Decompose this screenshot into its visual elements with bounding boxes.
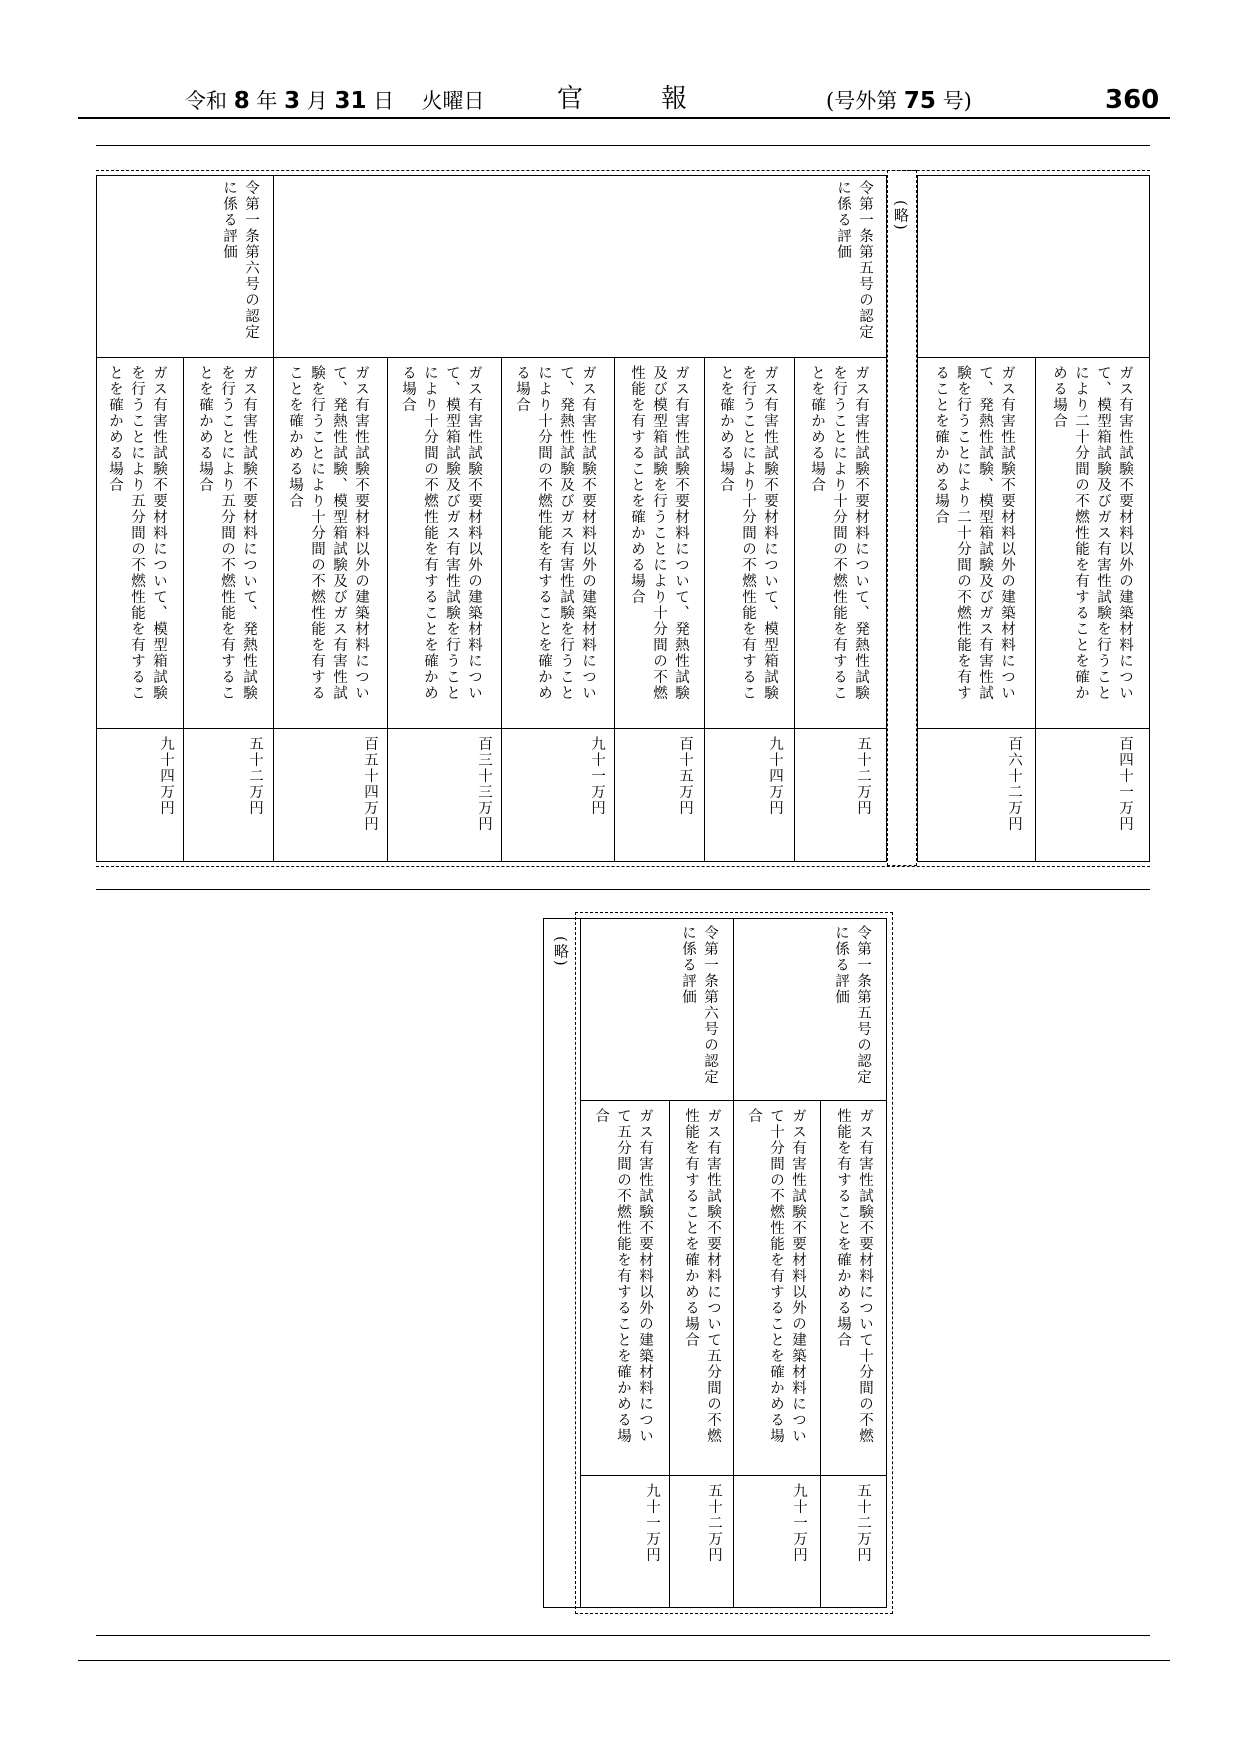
upper-col-line <box>704 357 705 862</box>
lower-g5-price-1: 五十二万円 <box>855 1483 871 1563</box>
divider-bottom <box>96 1635 1150 1636</box>
upper-g5-price-6: 百五十四万円 <box>362 736 378 832</box>
lower-g6-price-2: 九十一万円 <box>644 1483 660 1563</box>
header-day-unit: 日 <box>373 89 395 113</box>
lower-group5-label: 令第一条第五号の認定 に係る評価 <box>833 925 871 1085</box>
upper-g5-price-4: 九十一万円 <box>589 736 605 816</box>
header-month-unit: 月 <box>306 89 328 113</box>
upper-price-line <box>96 728 887 729</box>
header-month: 3 <box>284 88 301 114</box>
upper-right-cond-2: ガス有害性試験不要材料以外の建築材料につい て、発熱性試験、模型箱試験及びガス有害性試 験を行うことにより二十分間の不燃性能を有す ることを確かめる場合 <box>933 365 1015 701</box>
header-date <box>185 90 485 113</box>
upper-row-line <box>96 357 887 358</box>
header-rule <box>78 117 1170 119</box>
header-weekday: 火曜日 <box>421 89 485 113</box>
upper-dashed-bottom <box>96 866 1150 867</box>
lower-col-line <box>733 918 734 1608</box>
upper-g5-price-1: 五十二万円 <box>855 736 871 816</box>
lower-omitted-mark: (略) <box>552 936 570 968</box>
upper-g5-cond-4: ガス有害性試験不要材料以外の建築材料につい て、発熱性試験及びガス有害性試験を行うこと により十分間の不燃性能を有することを確かめ る場合 <box>514 365 596 701</box>
lower-col-line <box>820 1100 821 1608</box>
lower-g5-price-2: 九十一万円 <box>791 1483 807 1563</box>
upper-col-line <box>501 357 502 862</box>
upper-g5-price-5: 百三十三万円 <box>476 736 492 832</box>
header-title-b: 報 <box>661 84 688 114</box>
upper-col-line <box>273 175 274 862</box>
upper-group5-label: 令第一条第五号の認定 に係る評価 <box>835 180 873 340</box>
upper-g5-price-2: 九十四万円 <box>767 736 783 816</box>
upper-col-line <box>387 357 388 862</box>
upper-omitted-frame <box>887 170 917 866</box>
divider-middle <box>96 889 1150 890</box>
header-issue-suffix: 号) <box>942 89 972 113</box>
upper-right-cond-1: ガス有害性試験不要材料以外の建築材料につい て、模型箱試験及びガス有害性試験を行うこと により二十分間の不燃性能を有することを確か める場合 <box>1051 365 1133 701</box>
upper-omitted-mark: (略) <box>892 200 910 232</box>
upper-right-price-1: 百四十一万円 <box>1117 736 1133 832</box>
header-year-unit: 年 <box>256 89 278 113</box>
header-issue-prefix: (号外第 <box>826 89 898 113</box>
lower-price-line <box>580 1475 887 1476</box>
header-era: 令和 <box>185 89 227 113</box>
upper-g6-price-2: 九十四万円 <box>158 736 174 816</box>
lower-g6-cond-1: ガス有害性試験不要材料について五分間の不燃 性能を有することを確かめる場合 <box>683 1108 721 1444</box>
upper-g5-cond-5: ガス有害性試験不要材料以外の建築材料につい て、模型箱試験及びガス有害性試験を行うこと により十分間の不燃性能を有することを確かめ る場合 <box>400 365 482 701</box>
upper-g5-price-3: 百十五万円 <box>677 736 693 816</box>
upper-row-line <box>917 357 1150 358</box>
header-issue <box>826 90 972 113</box>
upper-g6-cond-2: ガス有害性試験不要材料について、模型箱試験 を行うことにより五分間の不燃性能を有するこ とを確かめる場合 <box>107 365 167 701</box>
lower-g5-cond-2: ガス有害性試験不要材料以外の建築材料につい て十分間の不燃性能を有することを確かめる場 合 <box>746 1108 806 1444</box>
upper-g5-cond-3: ガス有害性試験不要材料について、発熱性試験 及び模型箱試験を行うことにより十分間の不燃 性能を有することを確かめる場合 <box>629 365 689 701</box>
upper-right-price-2: 百六十二万円 <box>1006 736 1022 832</box>
upper-col-line <box>794 357 795 862</box>
upper-price-line <box>917 728 1150 729</box>
header-issue-number: 75 <box>903 88 936 114</box>
upper-g6-cond-1: ガス有害性試験不要材料について、発熱性試験 を行うことにより五分間の不燃性能を有するこ とを確かめる場合 <box>197 365 257 701</box>
header-year: 8 <box>233 88 250 114</box>
upper-g6-price-1: 五十二万円 <box>247 736 263 816</box>
header-day: 31 <box>334 88 367 114</box>
upper-g5-cond-6: ガス有害性試験不要材料以外の建築材料につい て、発熱性試験、模型箱試験及びガス有害性試 験を行うことにより十分間の不燃性能を有する ことを確かめる場合 <box>287 365 369 701</box>
upper-dashed-top <box>96 170 1150 171</box>
lower-g6-price-1: 五十二万円 <box>706 1483 722 1563</box>
page-number: 360 <box>1105 85 1160 115</box>
header-title-a: 官 <box>557 84 584 114</box>
lower-g6-cond-2: ガス有害性試験不要材料以外の建築材料につい て五分間の不燃性能を有することを確かめる場 合 <box>593 1108 653 1444</box>
footer-rule <box>78 1660 1170 1661</box>
lower-group6-label: 令第一条第六号の認定 に係る評価 <box>680 925 718 1085</box>
upper-group6-label: 令第一条第六号の認定 に係る評価 <box>221 180 259 340</box>
lower-col-line <box>669 1100 670 1608</box>
lower-col-line <box>580 918 581 1608</box>
upper-g5-cond-2: ガス有害性試験不要材料について、模型箱試験 を行うことにより十分間の不燃性能を有するこ とを確かめる場合 <box>718 365 778 701</box>
divider-top <box>96 145 1150 146</box>
upper-g5-cond-1: ガス有害性試験不要材料について、発熱性試験 を行うことにより十分間の不燃性能を有するこ とを確かめる場合 <box>809 365 869 701</box>
upper-col-line <box>1035 357 1036 862</box>
upper-col-line <box>614 357 615 862</box>
lower-g5-cond-1: ガス有害性試験不要材料について十分間の不燃 性能を有することを確かめる場合 <box>835 1108 873 1444</box>
lower-row-line <box>580 1100 887 1101</box>
upper-col-line <box>183 357 184 862</box>
